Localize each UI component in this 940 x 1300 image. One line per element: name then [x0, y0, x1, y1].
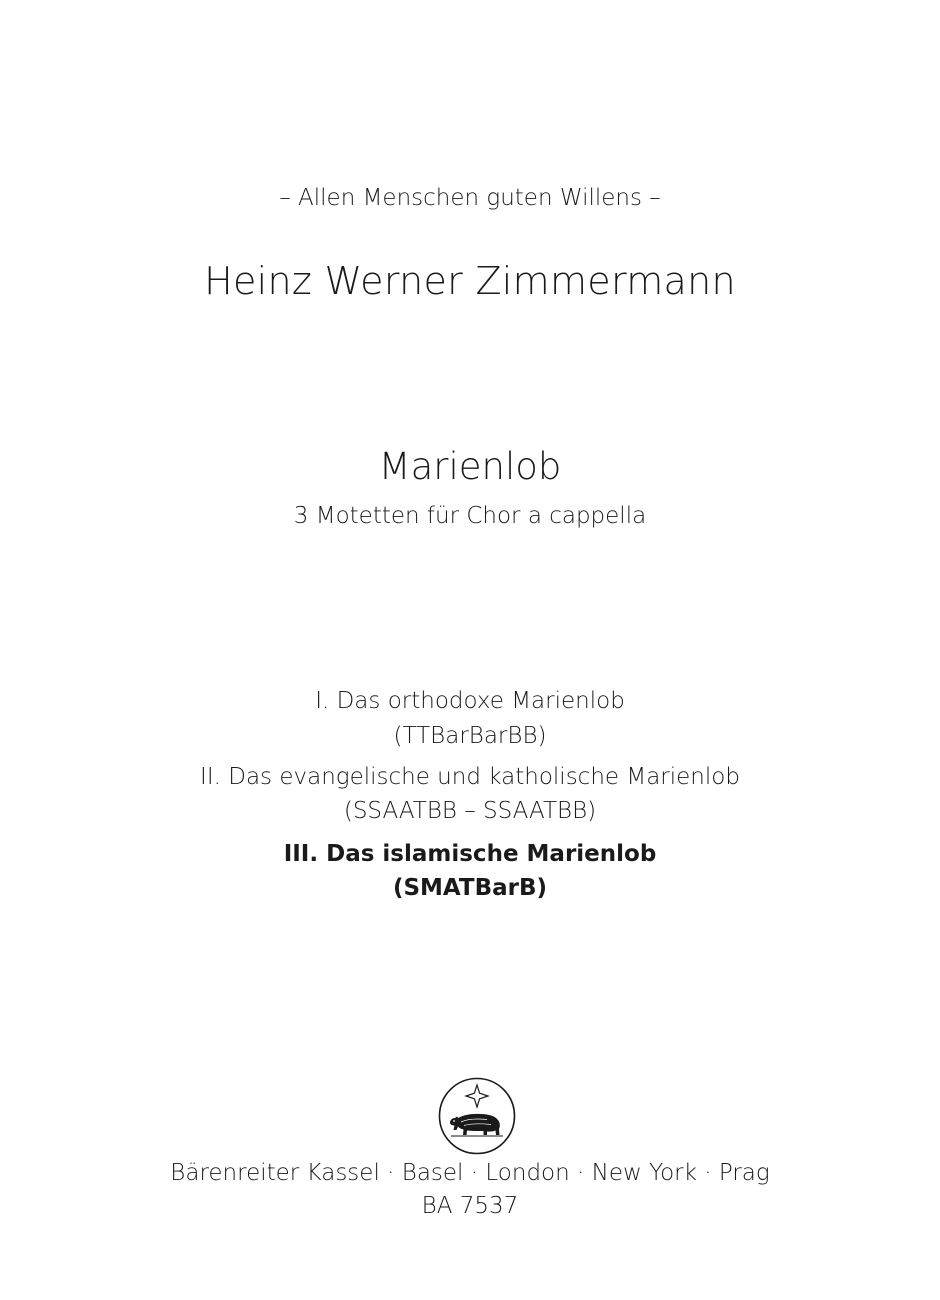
movement-2-title: II. Das evangelische und katholische Marienlob: [200, 764, 740, 790]
movement-3-voices: (SMATBarB): [392, 875, 548, 901]
composer-name: Heinz Werner Zimmermann: [204, 259, 736, 303]
publisher-logo-icon: [437, 1076, 517, 1156]
star-icon: [466, 1085, 488, 1107]
bear-icon: [450, 1114, 500, 1135]
movement-3-title: III. Das islamische Marienlob: [283, 841, 657, 867]
publisher-line: Bärenreiter Kassel · Basel · London · New York · Prag: [170, 1160, 770, 1186]
work-subtitle: 3 Motetten für Chor a cappella: [293, 503, 647, 529]
dedication: – Allen Menschen guten Willens –: [279, 185, 661, 211]
movement-1-voices: (TTBarBarBB): [393, 723, 547, 749]
movement-1-title: I. Das orthodoxe Marienlob: [315, 688, 625, 714]
movement-2-voices: (SSAATBB – SSAATBB): [343, 798, 597, 824]
catalog-number: BA 7537: [421, 1193, 519, 1219]
work-title: Marienlob: [378, 445, 562, 488]
